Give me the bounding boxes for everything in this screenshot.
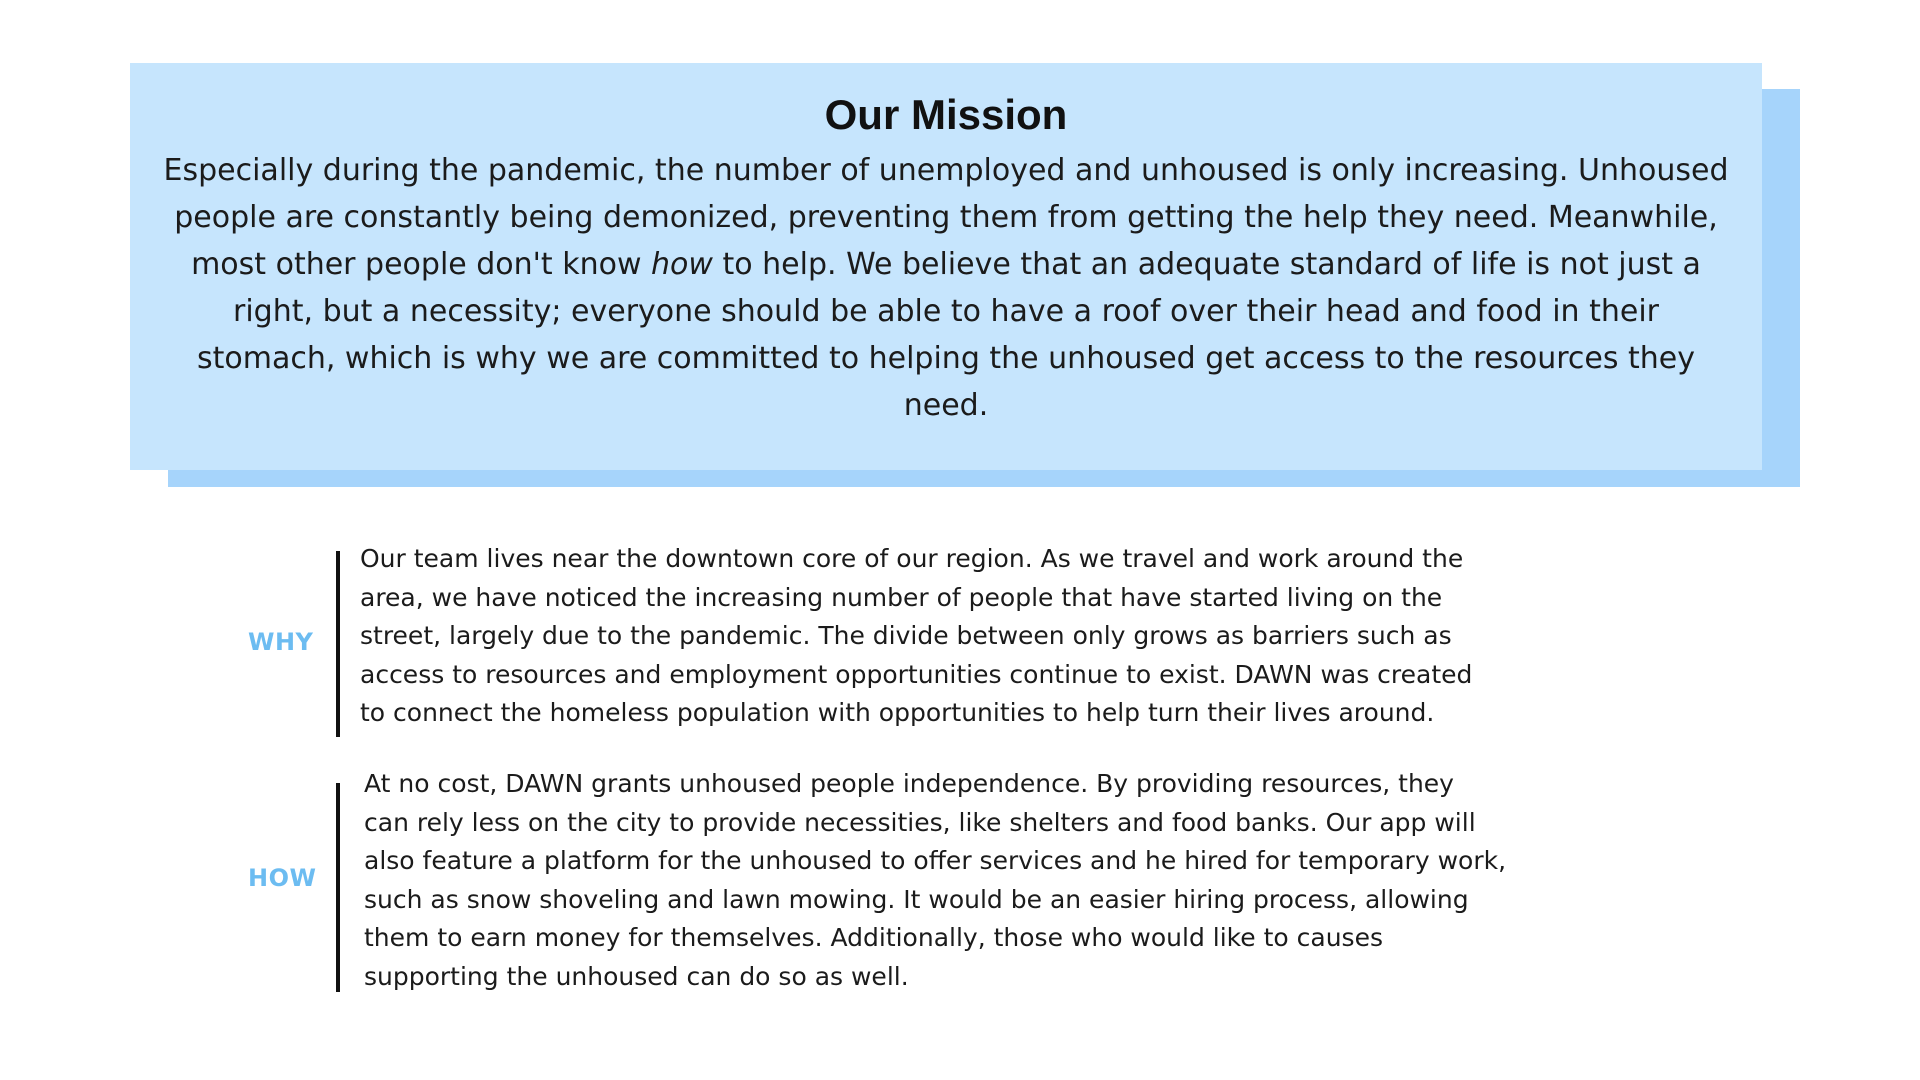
how-text	[364, 765, 1764, 997]
why-brand-name: DAWN	[1234, 659, 1313, 689]
mission-statement-emphasis: how	[651, 247, 713, 282]
why-label: WHY	[248, 628, 314, 656]
why-text	[360, 540, 1740, 733]
how-text-part-2: grants unhoused people independence. By providing resources, they can rely less on the city to provide necessities, like shelters and food banks. Our app will also feature a platform for the unhoused to offer services and he hired for temporary work, such as snow shoveling and lawn mowing. It would be an easier hiring process, allowing them to earn money for themselves. Additionally, those who would like to causes supporting the unhoused can do so as well.	[364, 769, 1507, 991]
how-label: HOW	[248, 864, 317, 892]
mission-statement	[160, 147, 1732, 429]
mission-statement-part-1: Especially during the pandemic, the number of unemployed and unhoused is only increasing. Unhoused people are constantly being demonized, preventing them from getting the help they need. Meanwhile, most other people don't know	[163, 153, 1729, 282]
why-text-part-2: was created to connect the homeless population with opportunities to help turn their lives around.	[360, 659, 1473, 728]
why-divider-bar	[336, 551, 340, 737]
mission-title: Our Mission	[824, 91, 1068, 138]
mission-card	[130, 63, 1762, 470]
how-text-part-1: At no cost,	[364, 769, 506, 798]
how-divider-bar	[336, 783, 340, 992]
mission-statement-part-2: to help. We believe that an adequate standard of life is not just a right, but a necessity; everyone should be able to have a roof over their head and food in their stomach, which is why we are committed to helping the unhoused get access to the resources they need.	[196, 247, 1701, 423]
why-text-part-1: Our team lives near the downtown core of our region. As we travel and work around the area, we have noticed the increasing number of people that have started living on the street, largely due to the pandemic. The divide between only grows as barriers such as access to resources and employment opportunities continue to exist.	[360, 544, 1464, 689]
how-brand-name: DAWN	[505, 769, 584, 798]
